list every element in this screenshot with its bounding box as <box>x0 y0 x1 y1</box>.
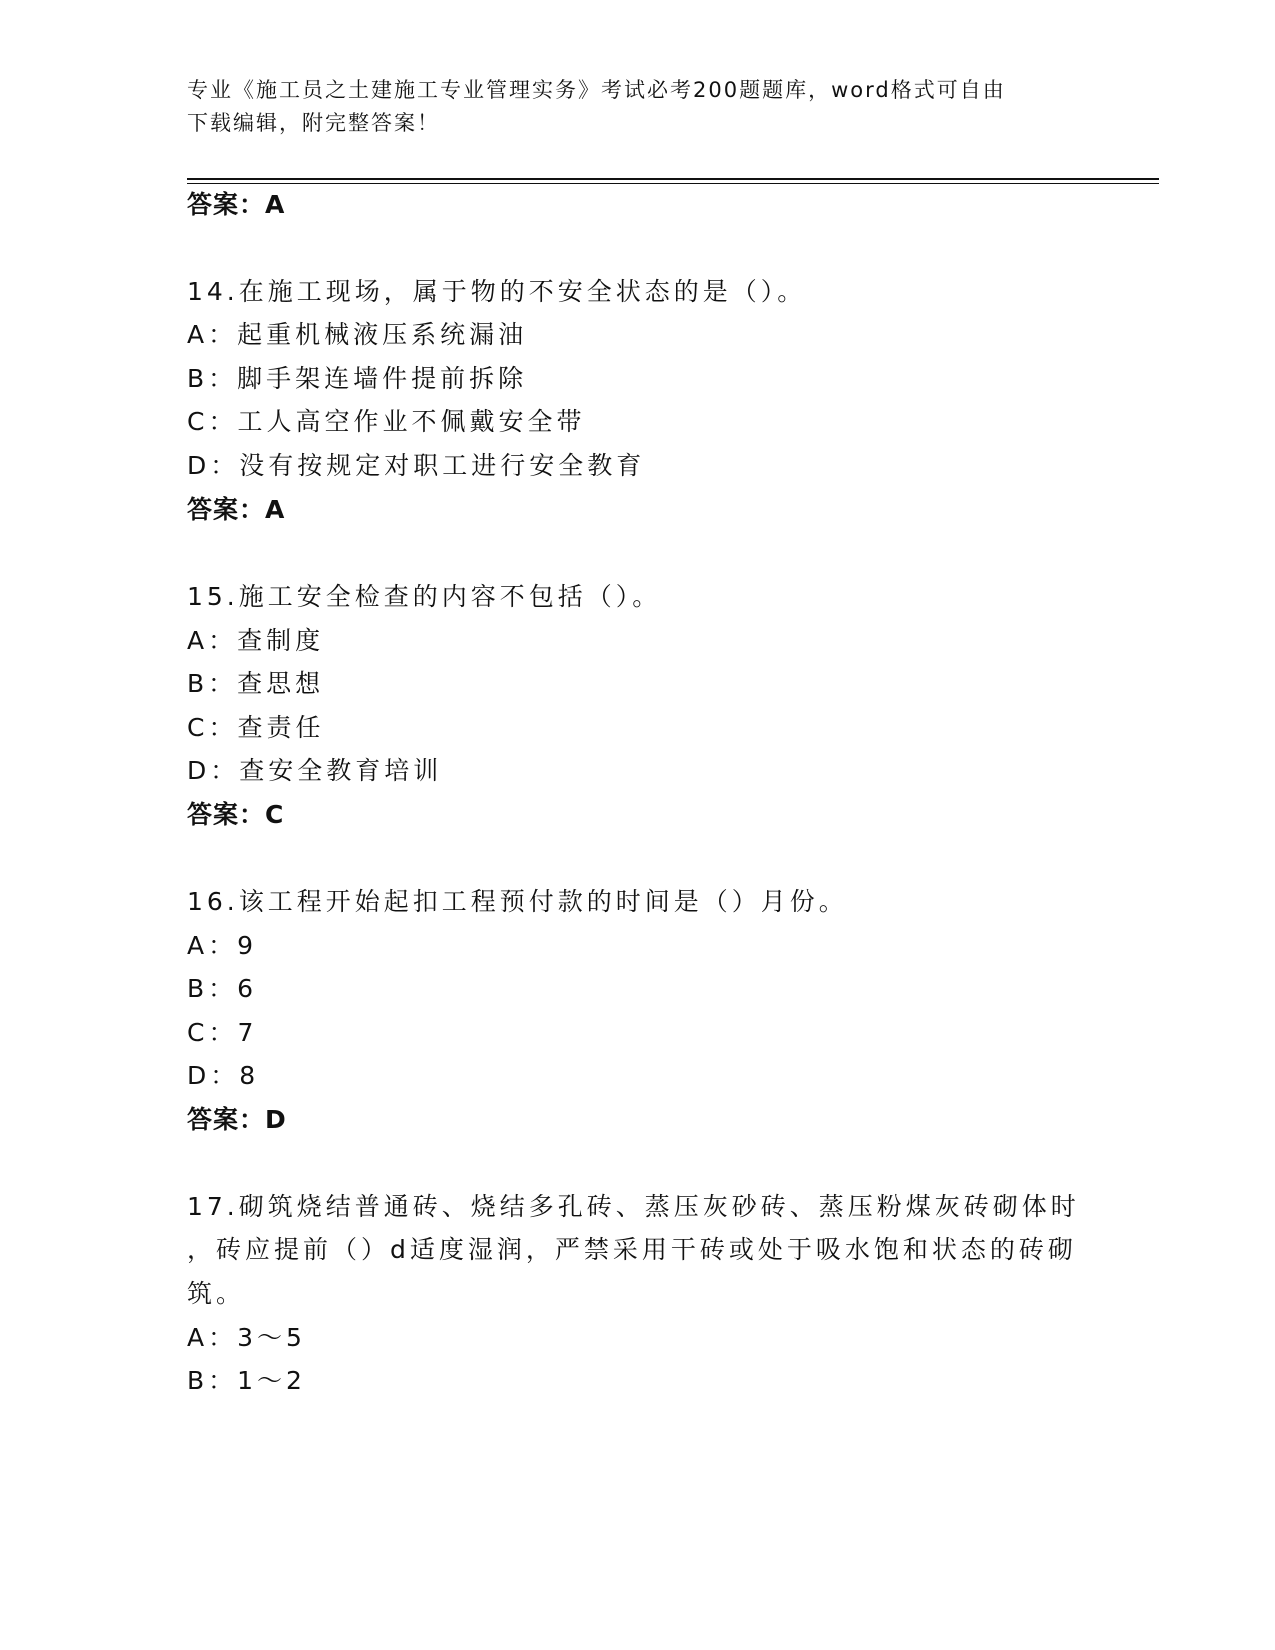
answer-label: 答案：A <box>187 190 286 219</box>
question-stem: 15.施工安全检查的内容不包括（）。 <box>187 582 662 611</box>
option-c: C：工人高空作业不佩戴安全带 <box>187 407 586 436</box>
header-divider-thin <box>187 183 1159 184</box>
option-c: C：7 <box>187 1018 258 1047</box>
question-stem-line-2: ，砖应提前（）d适度湿润，严禁采用干砖或处于吸水饱和状态的砖砌 <box>187 1235 1077 1264</box>
option-d: D：查安全教育培训 <box>187 756 443 785</box>
document-header <box>187 74 1067 140</box>
header-line-1: 专业《施工员之土建施工专业管理实务》考试必考200题题库，word格式可自由 <box>187 78 1006 102</box>
option-a: A：起重机械液压系统漏油 <box>187 320 528 349</box>
option-b: B：1～2 <box>187 1366 306 1395</box>
answer-label: 答案：D <box>187 1105 287 1134</box>
option-a: A：3～5 <box>187 1323 306 1352</box>
option-c: C：查责任 <box>187 713 325 742</box>
question-stem-line-3: 筑。 <box>187 1279 246 1308</box>
answer-label: 答案：A <box>187 495 286 524</box>
option-b: B：查思想 <box>187 669 325 698</box>
option-d: D：没有按规定对职工进行安全教育 <box>187 451 646 480</box>
question-stem: 16.该工程开始起扣工程预付款的时间是（）月份。 <box>187 887 848 916</box>
option-b: B：脚手架连墙件提前拆除 <box>187 364 528 393</box>
option-b: B：6 <box>187 974 258 1003</box>
header-line-2: 下载编辑，附完整答案！ <box>187 111 440 135</box>
question-stem: 14.在施工现场，属于物的不安全状态的是（）。 <box>187 277 807 306</box>
option-a: A：查制度 <box>187 626 325 655</box>
question-stem-line-1: 17.砌筑烧结普通砖、烧结多孔砖、蒸压灰砂砖、蒸压粉煤灰砖砌体时 <box>187 1192 1080 1221</box>
option-a: A：9 <box>187 931 258 960</box>
option-d: D：8 <box>187 1061 260 1090</box>
answer-label: 答案：C <box>187 800 285 829</box>
header-divider-thick <box>187 178 1159 180</box>
